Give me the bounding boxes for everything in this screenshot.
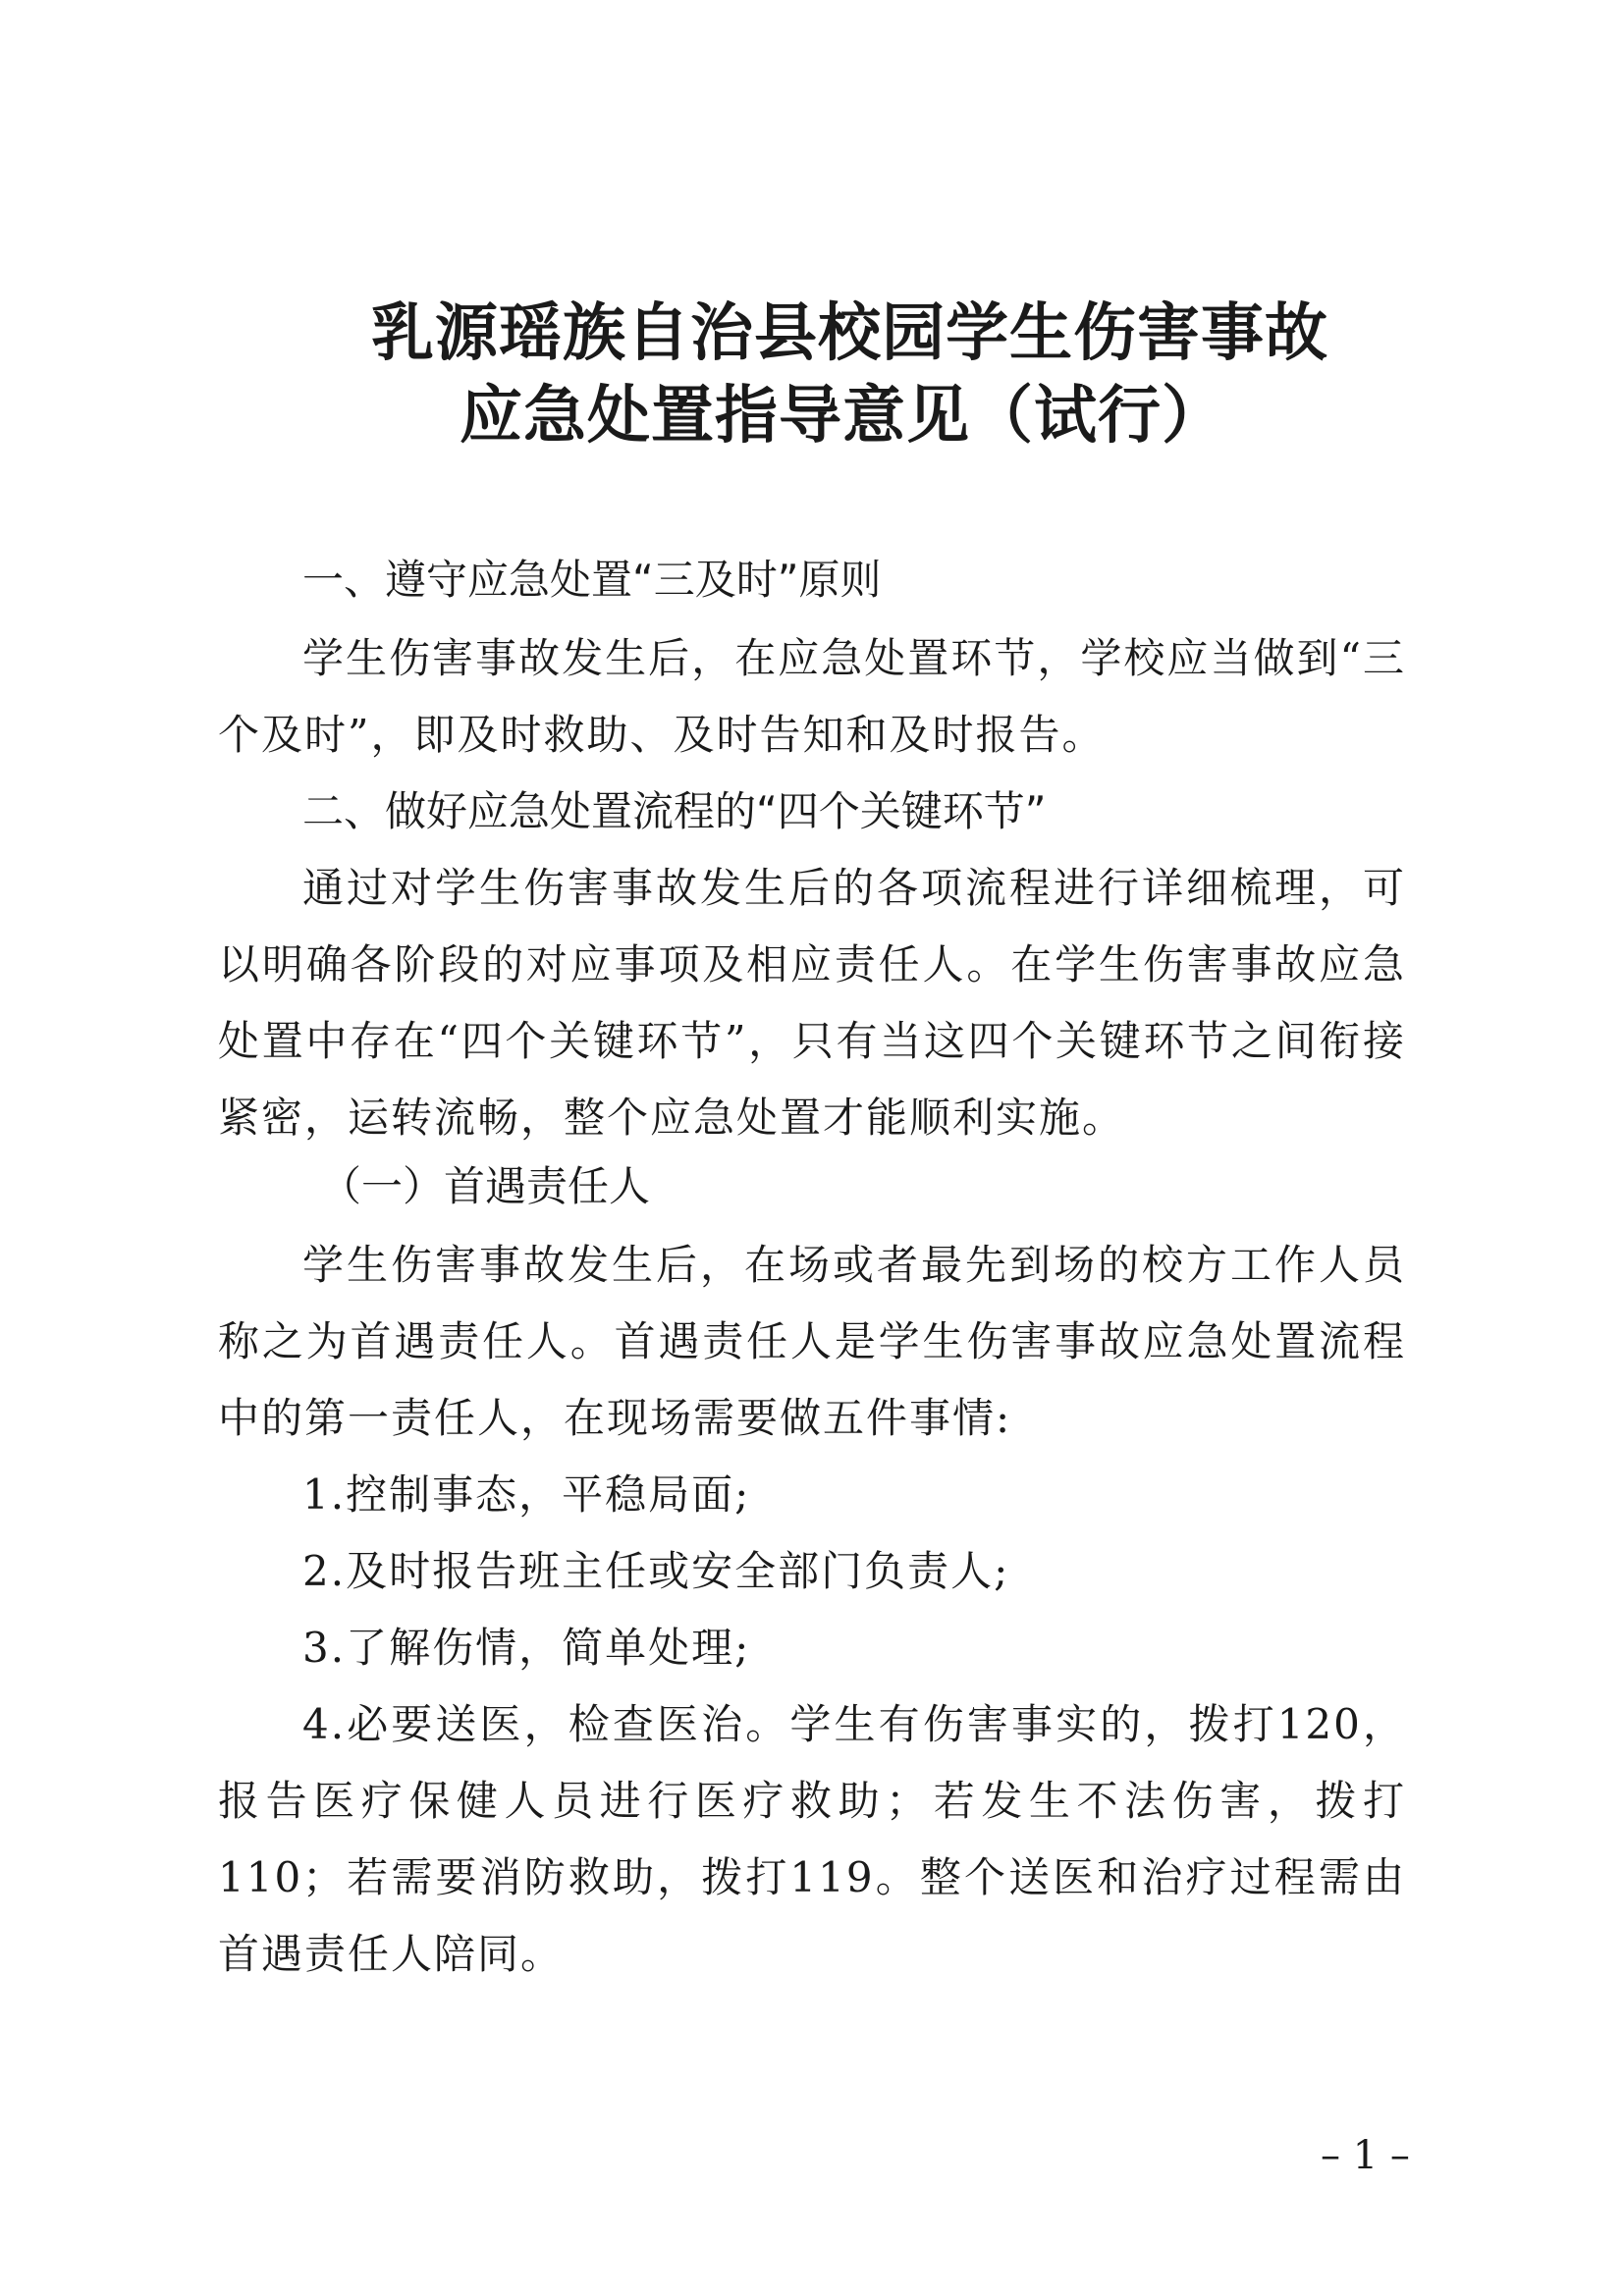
section-heading-2: 二、做好应急处置流程的“四个关键环节” [302, 787, 1047, 835]
document-title-line-2: 应急处置指导意见（试行） [460, 380, 1225, 453]
section-heading-1: 一、遵守应急处置“三及时”原则 [302, 556, 882, 604]
list-item-2: 2.及时报告班主任或安全部门负责人; [302, 1547, 1010, 1595]
page-number: – 1 – [1321, 2133, 1410, 2178]
list-item-4: 4.必要送医，检查医治。学生有伤害事实的，拨打120，报告医疗保健人员进行医疗救助；若发生不法伤害，拨打110；若需要消防救助，拨打119。整个送医和治疗过程需由首遇责任人陪同。 [218, 1700, 1406, 1978]
list-item-1: 1.控制事态，平稳局面; [302, 1470, 751, 1519]
sub-heading-1: （一）首遇责任人 [320, 1162, 651, 1210]
paragraph-2: 通过对学生伤害事故发生后的各项流程进行详细梳理，可以明确各阶段的对应事项及相应责任人。在学生伤害事故应急处置中存在“四个关键环节”，只有当这四个关键环节之间衔接紧密，运转流畅，整个应急处置才能顺利实施。 [218, 864, 1406, 1142]
paragraph-1: 学生伤害事故发生后，在应急处置环节，学校应当做到“三个及时”，即及时救助、及时告知和及时报告。 [218, 634, 1406, 759]
list-item-3: 3.了解伤情，简单处理; [302, 1624, 751, 1672]
document-title-line-1: 乳源瑶族自治县校园学生伤害事故 [371, 297, 1328, 370]
paragraph-3: 学生伤害事故发生后，在场或者最先到场的校方工作人员称之为首遇责任人。首遇责任人是学生伤害事故应急处置流程中的第一责任人，在现场需要做五件事情: [218, 1241, 1406, 1442]
